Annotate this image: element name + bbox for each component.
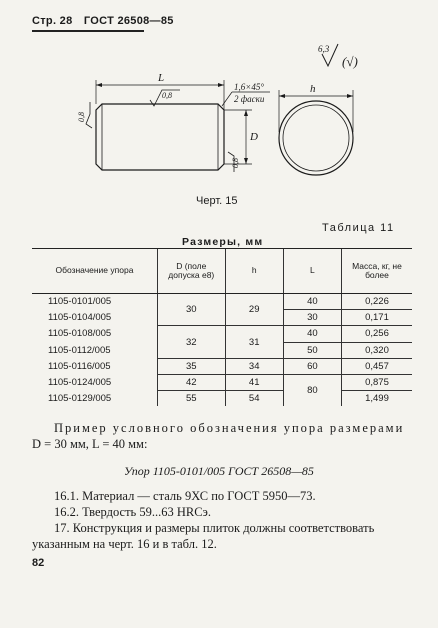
cell-d: 55 [157, 391, 225, 407]
cell-designation: 1105-0108/005 [48, 328, 112, 340]
cell-h: 34 [225, 358, 283, 374]
header-designation: Обозначение упора [32, 249, 157, 294]
cell-designation: 1105-0124/005 [48, 377, 112, 389]
table-row [32, 358, 412, 374]
cell-mass: 0,875 [341, 374, 412, 390]
cell-designation: 1105-0129/005 [48, 392, 112, 404]
section-16-2: 16.2. Твердость 59...63 HRCэ. [54, 505, 212, 519]
table-row [32, 374, 412, 390]
cell-d: 35 [157, 358, 225, 374]
cell-h: 31 [225, 326, 283, 358]
dimensions-table [32, 248, 412, 406]
cell-mass: 0,320 [341, 342, 412, 358]
section-17-cont: указанным на черт. 16 и в табл. 12. [32, 537, 217, 551]
height-label: h [310, 83, 316, 95]
standard-label: ГОСТ 26508—85 [83, 15, 174, 27]
page-number: 82 [32, 557, 45, 569]
cell-l: 50 [283, 342, 341, 358]
cylinder-outline [96, 104, 224, 170]
table-row [32, 391, 412, 407]
table-header-row [32, 249, 412, 294]
end-view-inner [283, 105, 349, 171]
section-16-1: 16.1. Материал — сталь 9ХС по ГОСТ 5950—73. [54, 489, 316, 503]
cell-d: 32 [157, 326, 225, 358]
page-label: Стр. 28 [32, 15, 73, 27]
cell-mass: 0,226 [341, 294, 412, 310]
cell-d: 30 [157, 294, 225, 326]
cell-mass: 0,171 [341, 310, 412, 326]
cell-d: 42 [157, 374, 225, 390]
end-view-outer [279, 101, 353, 175]
roughness-left: 0,8 [77, 112, 86, 122]
section-17: 17. Конструкция и размеры плиток должны соответствовать [54, 521, 375, 535]
header-h: h [225, 249, 283, 294]
cell-l: 30 [283, 310, 341, 326]
header-d: D (поле допуска е8) [157, 249, 225, 294]
page-header [32, 15, 174, 27]
cell-mass: 1,499 [341, 391, 412, 407]
cell-mass: 0,457 [341, 358, 412, 374]
example-designation: Упор 1105-0101/005 ГОСТ 26508—85 [124, 464, 314, 478]
header-l: L [283, 249, 341, 294]
dimensions-title: Размеры, мм [182, 236, 264, 248]
roughness-top: 0,8 [162, 91, 172, 100]
cell-h: 29 [225, 294, 283, 326]
header-rule [32, 30, 144, 32]
header-mass: Масса, кг, не более [341, 249, 412, 294]
cell-designation: 1105-0101/005 [48, 296, 112, 308]
cell-h: 54 [225, 391, 283, 407]
cell-l: 40 [283, 326, 341, 342]
cell-designation: 1105-0116/005 [48, 360, 111, 372]
diameter-label: D [250, 131, 258, 143]
length-label: L [158, 72, 165, 84]
roughness-general-suffix: (√) [342, 54, 358, 69]
figure-caption: Черт. 15 [196, 195, 238, 207]
example-line-2: D = 30 мм, L = 40 мм: [32, 437, 148, 451]
cell-designation: 1105-0104/005 [48, 312, 112, 324]
technical-drawing [70, 40, 370, 190]
table-number: Таблица 11 [322, 222, 395, 234]
cell-h: 41 [225, 374, 283, 390]
cell-l: 40 [283, 294, 341, 310]
cell-l: 60 [283, 358, 341, 374]
cell-designation: 1105-0112/005 [48, 344, 111, 356]
table-row [32, 294, 412, 310]
cell-l: 80 [283, 374, 341, 406]
chamfer-note: 2 фаски [234, 94, 265, 104]
example-line-1: Пример условного обозначения упора размерами [54, 421, 405, 435]
chamfer-label: 1,6×45° [234, 82, 264, 92]
table-row [32, 326, 412, 342]
roughness-general-value: 6,3 [318, 44, 330, 54]
roughness-right: 0,8 [231, 158, 240, 168]
cell-mass: 0,256 [341, 326, 412, 342]
